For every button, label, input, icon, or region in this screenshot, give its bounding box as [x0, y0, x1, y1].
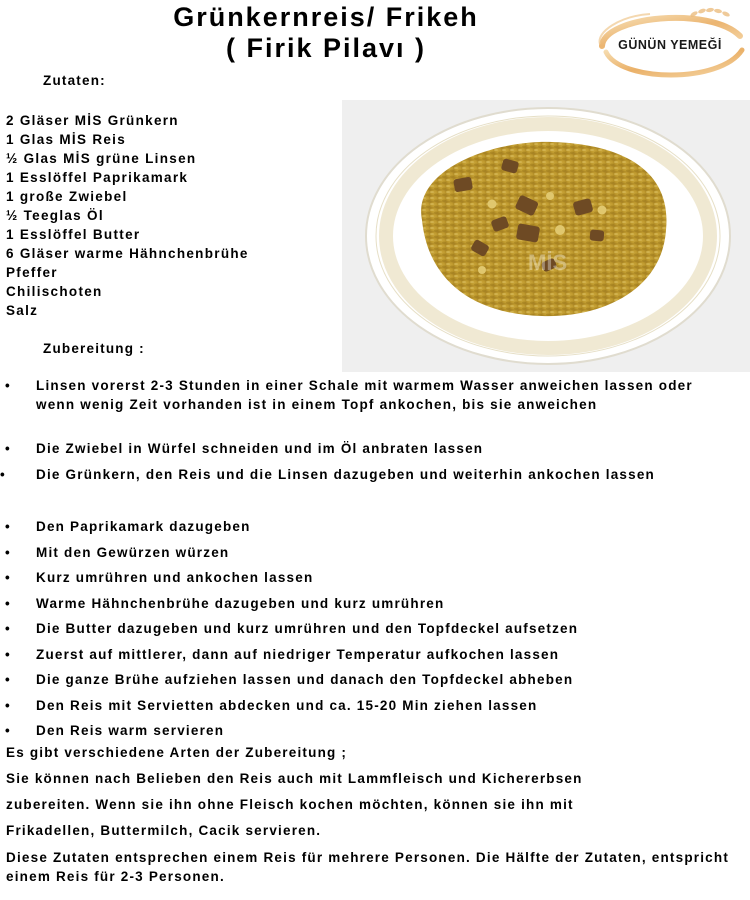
- bullet-icon: •: [0, 467, 6, 482]
- ingredients-heading: Zutaten:: [43, 73, 106, 88]
- ingredient-item: Salz: [6, 303, 39, 318]
- note-line: zubereiten. Wenn sie ihn ohne Fleisch kochen möchten, können sie ihn mit: [6, 797, 574, 812]
- step-item: [0, 667, 740, 693]
- bullet-icon: •: [5, 570, 11, 585]
- title-line-2: ( Firik Pilavı ): [225, 33, 427, 63]
- preparation-steps: [0, 376, 740, 744]
- step-text: Linsen vorerst 2-3 Stunden in einer Schale mit warmem Wasser anweichen lassen oder wenn wenig Zeit vorhanden ist in einem Topf ankochen, bis sie anweichen: [36, 378, 693, 412]
- step-item: [0, 514, 740, 540]
- step-item: [0, 565, 740, 591]
- bullet-icon: •: [5, 697, 11, 713]
- preparation-heading: Zubereitung :: [43, 341, 145, 356]
- step-text: Den Reis warm servieren: [36, 723, 225, 738]
- bullet-icon: •: [5, 723, 11, 738]
- step-item: [0, 642, 740, 668]
- ingredient-item: ½ Glas MİS grüne Linsen: [6, 151, 197, 166]
- step-item: [0, 616, 740, 642]
- step-item: [0, 376, 740, 436]
- step-text: Warme Hähnchenbrühe dazugeben und kurz umrühren: [36, 595, 445, 611]
- step-item: [0, 693, 740, 719]
- note-line: Sie können nach Belieben den Reis auch mit Lammfleisch und Kichererbsen: [6, 771, 583, 786]
- logo-text: GÜNÜN YEMEĞİ: [618, 38, 722, 52]
- bullet-icon: •: [5, 646, 11, 662]
- step-item: [0, 436, 740, 462]
- step-item: [0, 462, 740, 514]
- step-text: Kurz umrühren und ankochen lassen: [36, 570, 314, 585]
- ingredient-item: ½ Teeglas Öl: [6, 208, 104, 223]
- ingredient-item: 1 Esslöffel Paprikamark: [6, 170, 189, 185]
- step-text: Die Butter dazugeben und kurz umrühren und den Topfdeckel aufsetzen: [36, 621, 579, 636]
- bullet-icon: •: [5, 544, 11, 560]
- rice-plate-image: [342, 100, 750, 372]
- step-text: Die Zwiebel in Würfel schneiden und im Öl anbraten lassen: [36, 441, 484, 456]
- note-paragraph: Diese Zutaten entsprechen einem Reis für mehrere Personen. Die Hälfte der Zutaten, entspricht einem Reis für 2-3 Personen.: [6, 850, 730, 884]
- ingredient-item: 2 Gläser MİS Grünkern: [6, 113, 179, 128]
- note-line: Es gibt verschiedene Arten der Zubereitung ;: [6, 745, 348, 760]
- bullet-icon: •: [5, 672, 11, 687]
- note-line: Frikadellen, Buttermilch, Cacik servieren.: [6, 823, 322, 838]
- ingredient-list: [6, 111, 249, 320]
- step-text: Zuerst auf mittlerer, dann auf niedriger Temperatur aufkochen lassen: [36, 646, 560, 662]
- step-text: Die ganze Brühe aufziehen lassen und danach den Topfdeckel abheben: [36, 672, 574, 687]
- step-text: Den Reis mit Servietten abdecken und ca. 15-20 Min ziehen lassen: [36, 697, 538, 713]
- step-text: Den Paprikamark dazugeben: [36, 519, 251, 534]
- bullet-icon: •: [5, 441, 11, 456]
- step-item: [0, 591, 740, 617]
- bullet-icon: •: [5, 519, 11, 534]
- dish-photo: [342, 100, 750, 372]
- gunun-yemegi-logo: [590, 2, 750, 86]
- ingredient-item: Chilischoten: [6, 284, 103, 299]
- bullet-icon: •: [5, 595, 11, 611]
- step-item: [0, 540, 740, 566]
- notes-section: [6, 740, 742, 886]
- step-text: Die Grünkern, den Reis und die Linsen dazugeben und weiterhin ankochen lassen: [36, 467, 655, 482]
- bullet-icon: •: [5, 378, 11, 393]
- step-text: Mit den Gewürzen würzen: [36, 544, 230, 560]
- photo-watermark: MİS: [528, 250, 568, 275]
- page-title: [0, 2, 652, 64]
- bullet-icon: •: [5, 621, 11, 636]
- ingredient-item: 1 Glas MİS Reis: [6, 132, 127, 147]
- ingredient-item: 6 Gläser warme Hähnchenbrühe: [6, 246, 249, 261]
- ingredient-item: Pfeffer: [6, 265, 58, 280]
- title-line-1: Grünkernreis/ Frikeh: [173, 2, 479, 32]
- ingredient-item: 1 Esslöffel Butter: [6, 227, 141, 242]
- ingredient-item: 1 große Zwiebel: [6, 189, 128, 204]
